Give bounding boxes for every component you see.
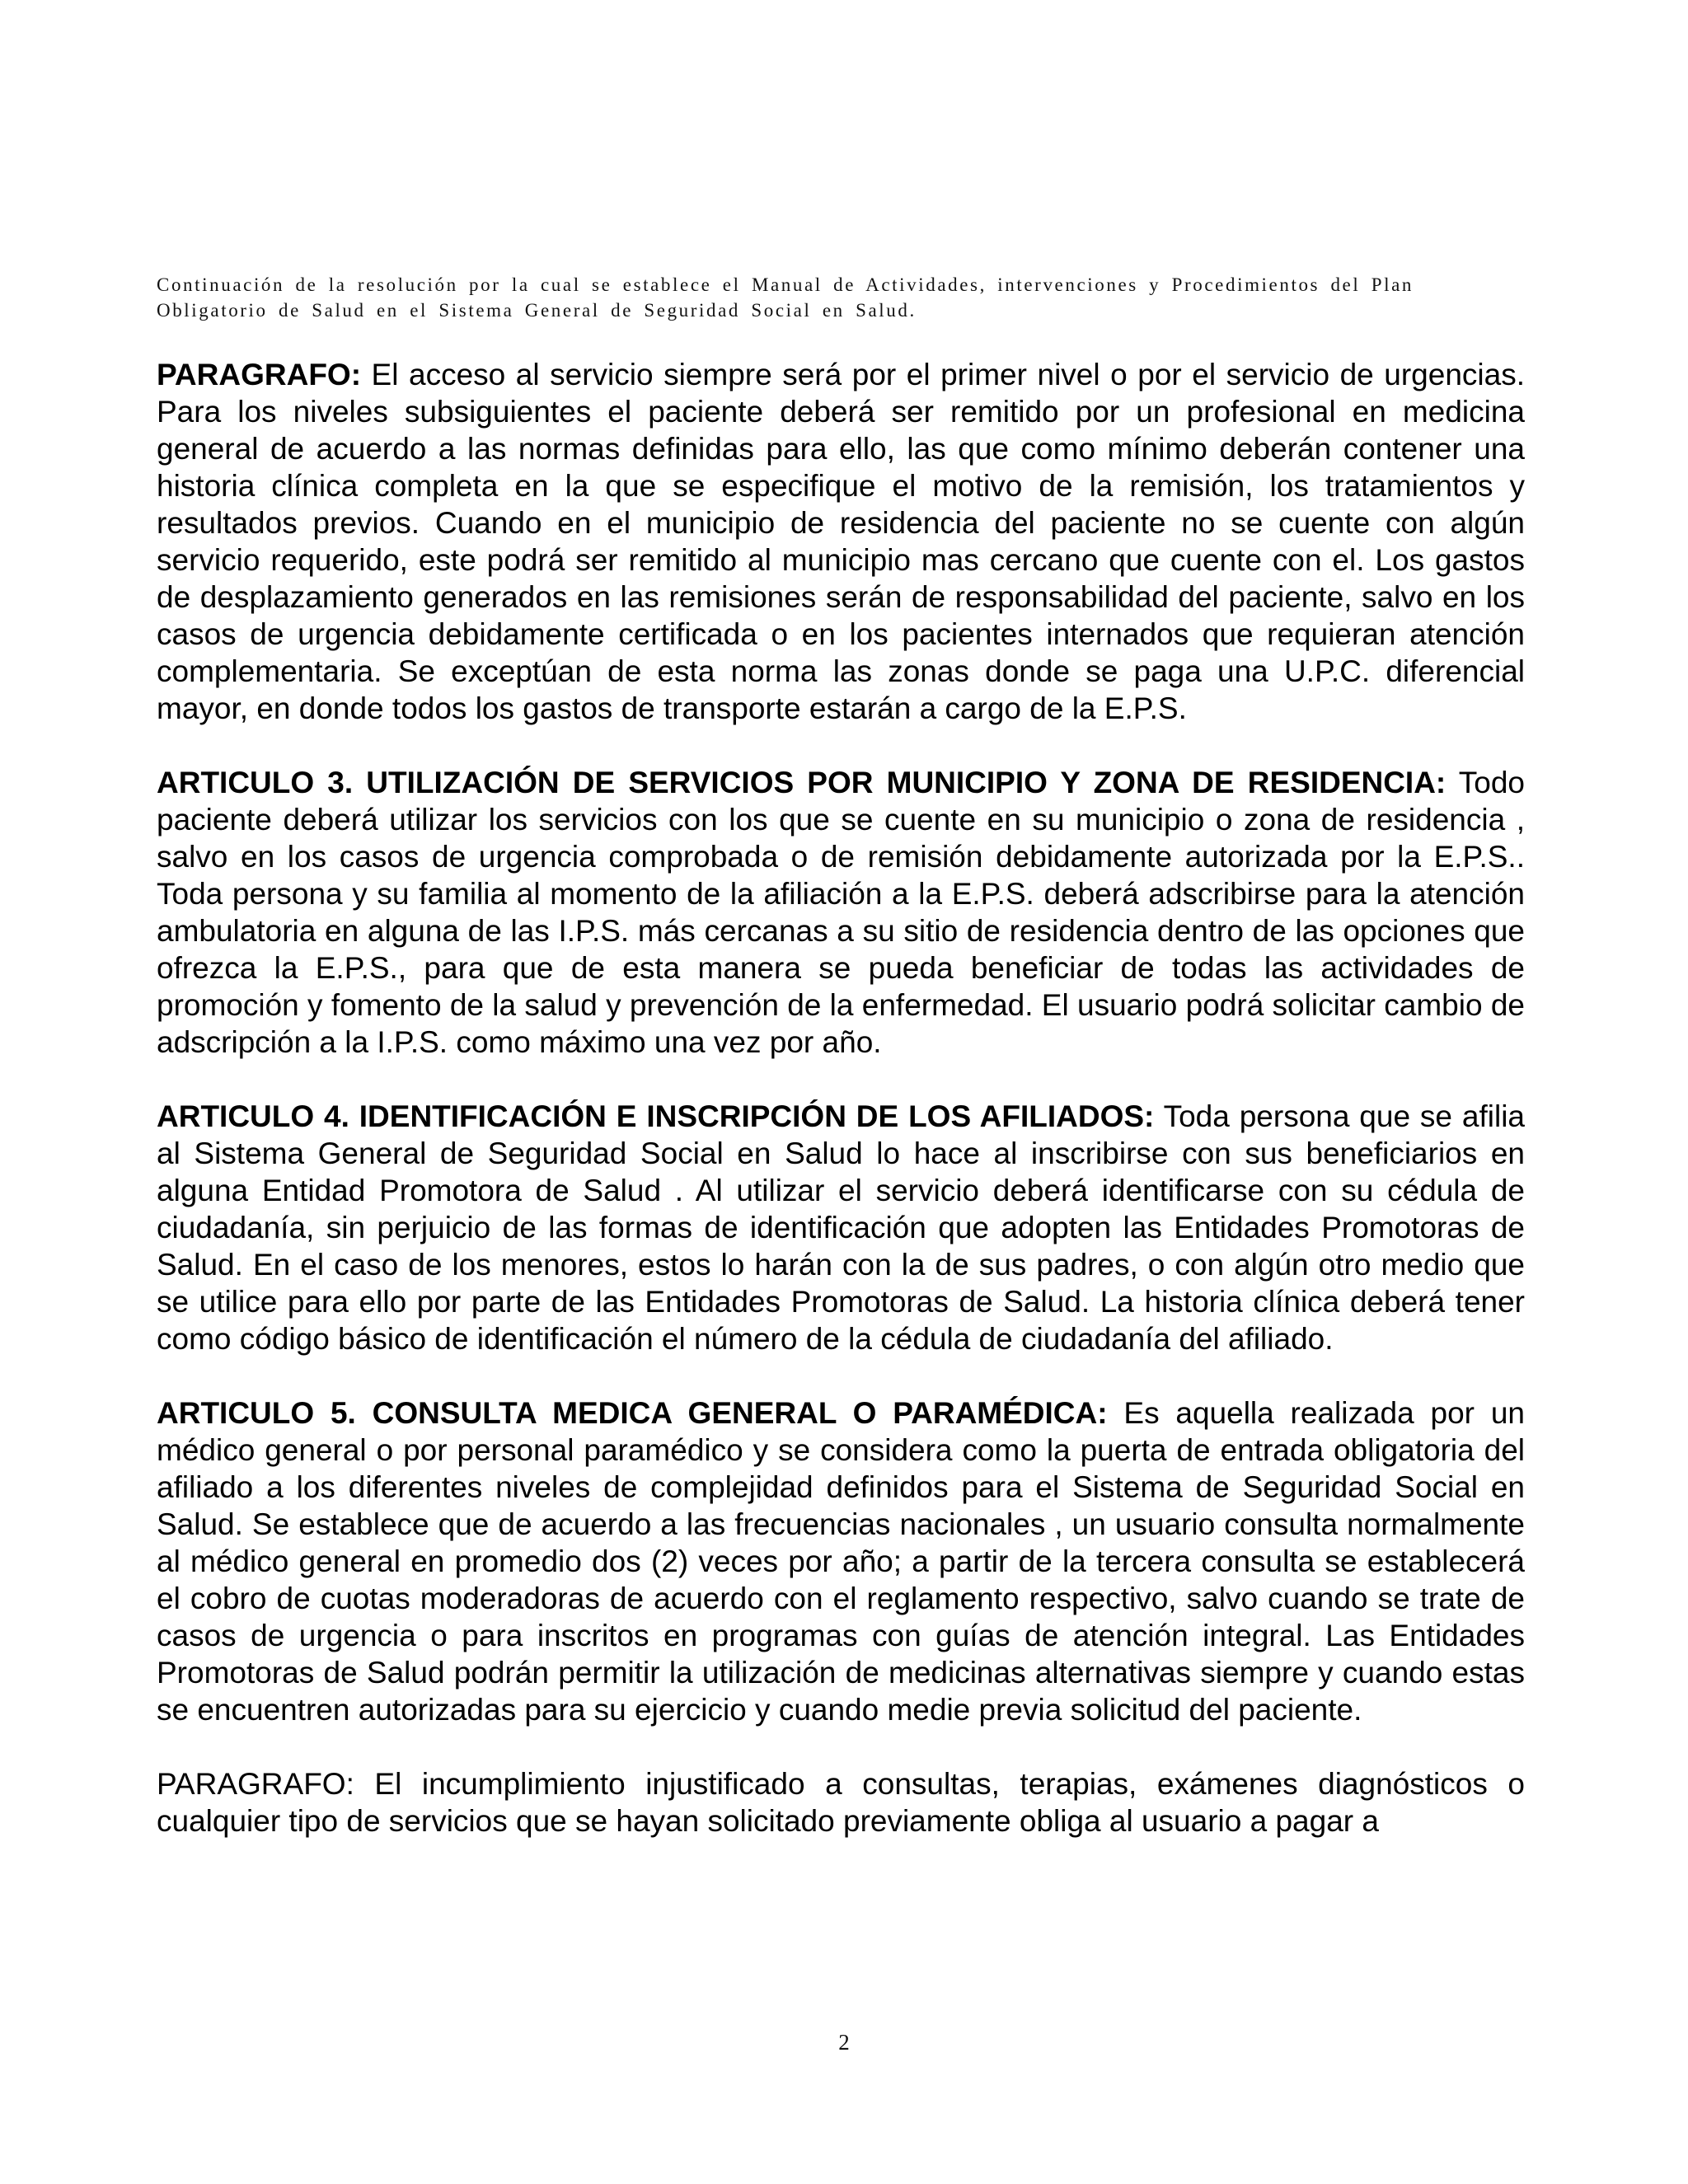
paragraph-text: Toda persona que se afilia al Sistema General de Seguridad Social en Salud lo hace al inscribirse con sus beneficiarios en alguna Entidad Promotora de Salud . Al utilizar el servicio deberá identificarse con su cédula de ciudadanía, sin perjuicio de las formas de identificación que adopten las Entidades Promotoras de Salud. En el caso de los menores, estos lo harán con la de sus padres, o con algún otro medio que se utilice para ello por parte de las Entidades Promotoras de Salud. La historia clínica deberá tener como código básico de identificación el número de la cédula de ciudadanía del afiliado. xyxy=(157,1099,1525,1356)
paragraph-heading: ARTICULO 3. UTILIZACIÓN DE SERVICIOS POR MUNICIPIO Y ZONA DE RESIDENCIA: xyxy=(157,766,1447,799)
paragraph-heading: ARTICULO 5. CONSULTA MEDICA GENERAL O PARAMÉDICA: xyxy=(157,1396,1108,1430)
running-header xyxy=(157,272,1525,323)
paragraph-heading: PARAGRAFO: xyxy=(157,358,362,391)
articulo-5 xyxy=(157,1394,1525,1728)
articulo-3 xyxy=(157,764,1525,1061)
paragraph-text: Todo paciente deberá utilizar los servicios con los que se cuente en su municipio o zona de residencia , salvo en los casos de urgencia comprobada o de remisión debidamente autorizada por la E.P.S.. Toda persona y su familia al momento de la afiliación a la E.P.S. deberá adscribirse para la atención ambulatoria en alguna de las I.P.S. más cercanas a su sitio de residencia dentro de las opciones que ofrezca la E.P.S., para que de esta manera se pueda beneficiar de todas las actividades de promoción y fomento de la salud y prevención de la enfermedad. El usuario podrá solicitar cambio de adscripción a la I.P.S. como máximo una vez por año. xyxy=(157,766,1525,1059)
header-line-2: Obligatorio de Salud en el Sistema General de Seguridad Social en Salud. xyxy=(157,300,917,321)
paragraph-heading: ARTICULO 4. IDENTIFICACIÓN E INSCRIPCIÓN DE LOS AFILIADOS: xyxy=(157,1099,1155,1133)
page-number: 2 xyxy=(838,2030,850,2055)
paragraph-text: PARAGRAFO: El incumplimiento injustificado a consultas, terapias, exámenes diagnósticos o cualquier tipo de servicios que se hayan solicitado previamente obliga al usuario a pagar a xyxy=(157,1767,1525,1838)
paragraph-text: Es aquella realizada por un médico general o por personal paramédico y se considera como la puerta de entrada obligatoria del afiliado a los diferentes niveles de complejidad definidos para el Sistema de Seguridad Social en Salud. Se establece que de acuerdo a las frecuencias nacionales , un usuario consulta normalmente al médico general en promedio dos (2) veces por año; a partir de la tercera consulta se establecerá el cobro de cuotas moderadoras de acuerdo con el reglamento respectivo, salvo cuando se trate de casos de urgencia o para inscritos en programas con guías de atención integral. Las Entidades Promotoras de Salud podrán permitir la utilización de medicinas alternativas siempre y cuando estas se encuentren autorizadas para su ejercicio y cuando medie previa solicitud del paciente. xyxy=(157,1396,1525,1727)
paragrafo-1 xyxy=(157,356,1525,727)
articulo-4 xyxy=(157,1098,1525,1357)
header-line-1: Continuación de la resolución por la cual se establece el Manual de Actividades, intervenciones y Procedimientos del Plan xyxy=(157,274,1414,295)
document-body xyxy=(157,356,1525,1840)
paragrafo-2 xyxy=(157,1765,1525,1840)
paragraph-text: El acceso al servicio siempre será por el primer nivel o por el servicio de urgencias. Para los niveles subsiguientes el paciente deberá ser remitido por un profesional en medicina general de acuerdo a las normas definidas para ello, las que como mínimo deberán contener una historia clínica completa en la que se especifique el motivo de la remisión, los tratamientos y resultados previos. Cuando en el municipio de residencia del paciente no se cuente con algún servicio requerido, este podrá ser remitido al municipio mas cercano que cuente con el. Los gastos de desplazamiento generados en las remisiones serán de responsabilidad del paciente, salvo en los casos de urgencia debidamente certificada o en los pacientes internados que requieran atención complementaria. Se exceptúan de esta norma las zonas donde se paga una U.P.C. diferencial mayor, en donde todos los gastos de transporte estarán a cargo de la E.P.S. xyxy=(157,358,1525,725)
